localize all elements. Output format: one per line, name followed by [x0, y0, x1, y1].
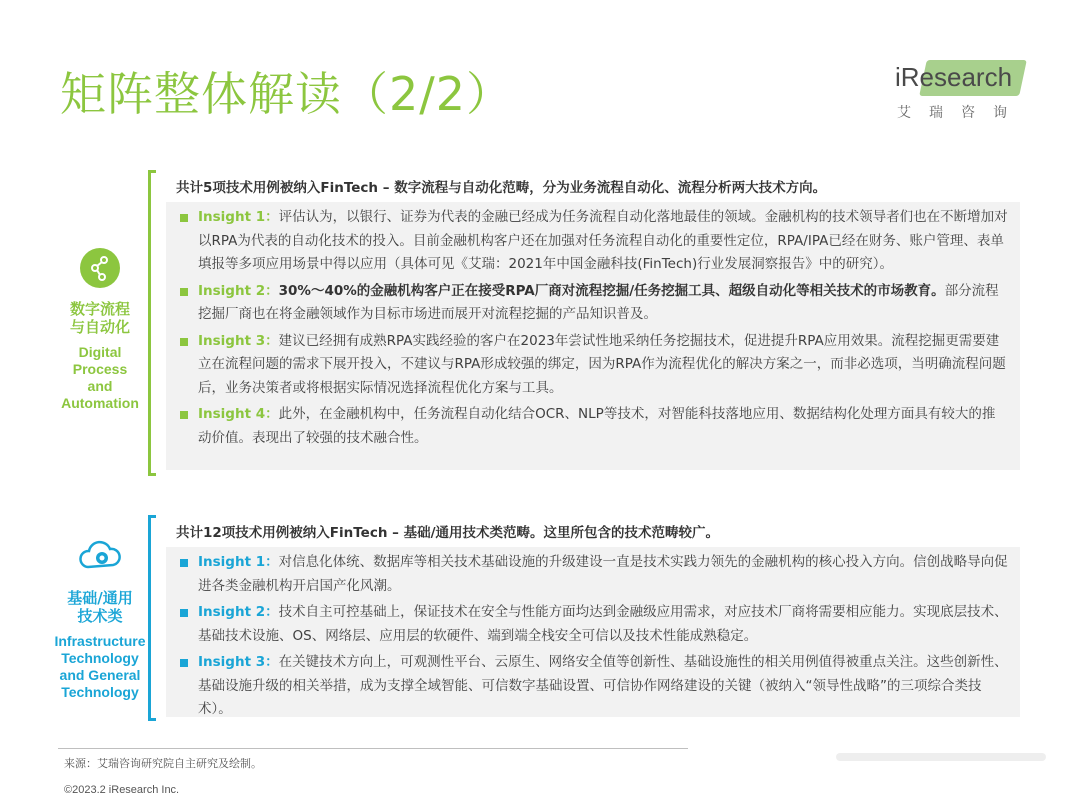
insight-item — [176, 206, 1008, 277]
square-bullet-icon — [180, 338, 188, 346]
logo-text: iResearch — [895, 62, 1013, 92]
section-bracket — [148, 515, 156, 721]
insight-box — [166, 547, 1020, 717]
page-title: 矩阵整体解读（2/2） — [60, 67, 514, 121]
insight-label: Insight 1： — [198, 209, 279, 225]
watermark-icon — [836, 745, 1046, 769]
square-bullet-icon — [180, 411, 188, 419]
insight-label: Insight 1： — [198, 554, 279, 570]
insight-label: Insight 4： — [198, 406, 279, 422]
insight-bold-text: 30%～40%的金融机构客户正在接受RPA厂商对流程挖掘/任务挖掘工具、超级自动化等相关技术的市场教育。 — [278, 282, 945, 299]
section-en-label: Technology — [61, 684, 139, 700]
section-en-label: Infrastructure — [54, 633, 146, 649]
section-en-label: and General — [59, 667, 141, 683]
insight-text: 对信息化体统、数据库等相关技术基础设施的升级建设一直是技术实践力领先的金融机构的核心投入方向。信创战略导向促进各类金融机构开启国产化风潮。 — [198, 554, 1008, 594]
insight-text: 在关键技术方向上，可观测性平台、云原生、网络安全值等创新性、基础设施性的相关用例值得被重点关注。这些创新性、基础设施升级的相关举措，成为支撑全域智能、可信数字基础设置、可信协作网络建设的关键（被纳入“领导性战略”的三项综合类技术）。 — [198, 654, 1008, 717]
insight-item — [176, 403, 1008, 450]
insight-item — [176, 601, 1008, 648]
square-bullet-icon — [180, 659, 188, 667]
logo-subtitle: 艾瑞咨询 — [897, 105, 1025, 121]
section-label — [40, 248, 160, 412]
section-en-label: Technology — [61, 650, 139, 666]
cloud-gear-icon — [78, 537, 122, 581]
iresearch-logo — [893, 58, 1033, 128]
insight-item — [176, 551, 1008, 598]
insight-text: 技术自主可控基础上，保证技术在安全与性能方面均达到金融级应用需求，对应技术厂商将需要相应能力。实现底层技术、基础技术设施、OS、网络层、应用层的软硬件、端到端全栈安全可信以及技术性能成熟稳定。 — [198, 604, 1008, 644]
section-heading: 共计5项技术用例被纳入FinTech – 数字流程与自动化范畴，分为业务流程自动化、流程分析两大技术方向。 — [176, 180, 827, 196]
square-bullet-icon — [180, 214, 188, 222]
insight-text: 建议已经拥有成熟RPA实践经验的客户在2023年尝试性地采纳任务挖掘技术，促进提升RPA应用效果。流程挖掘更需要建立在流程问题的需求下展开投入，不建议与RPA形成较强的绑定，因为RPA作为流程优化的解决方案之一，而非必选项，当明确流程问题后，业务决策者或将根据实际情况选择流程优化方案与工具。 — [198, 332, 1006, 396]
insight-text: 评估认为，以银行、证券为代表的金融已经成为任务流程自动化落地最佳的领域。金融机构的技术领导者们也在不断增加对以RPA为代表的自动化技术的投入。目前金融机构客户还在加强对任务流程自动化的重要性定位，RPA/IPA已经在财务、账户管理、表单填报等多项应用场景中得以应用（具体可见《艾瑞：2021年中国金融科技(FinTech)行业发展洞察报告》中的研究）。 — [198, 209, 1008, 272]
section-label — [40, 537, 160, 701]
section-heading: 共计12项技术用例被纳入FinTech – 基础/通用技术类范畴。这里所包含的技术范畴较广。 — [176, 525, 720, 541]
footer-divider — [58, 748, 688, 749]
square-bullet-icon — [180, 609, 188, 617]
section-en-label: Digital — [78, 344, 122, 360]
insight-item — [176, 330, 1008, 401]
insight-item — [176, 280, 1008, 327]
insight-text: 此外，在金融机构中，任务流程自动化结合OCR、NLP等技术，对智能科技落地应用、数据结构化处理方面具有较大的推动价值。表现出了较强的技术融合性。 — [198, 406, 996, 446]
flow-icon — [78, 248, 122, 292]
source-note: 来源：艾瑞咨询研究院自主研究及绘制。 — [64, 757, 262, 770]
square-bullet-icon — [180, 288, 188, 296]
section-bracket — [148, 170, 156, 476]
section-digital-process — [40, 170, 1040, 476]
section-cn-label-1: 基础/通用 — [67, 589, 133, 607]
section-infrastructure — [40, 515, 1040, 721]
insight-item — [176, 651, 1008, 722]
insight-label: Insight 3： — [198, 332, 279, 349]
insight-text: 部分流程挖掘厂商也在将金融领域作为目标市场进而展开对流程挖掘的产品知识普及。 — [198, 282, 999, 322]
insight-label: Insight 2： — [198, 282, 279, 299]
section-cn-label-2: 技术类 — [77, 607, 123, 625]
insight-box — [166, 202, 1020, 470]
section-en-label: Automation — [61, 395, 139, 411]
section-en-label: Process — [72, 361, 128, 377]
copyright: ©2023.2 iResearch Inc. — [64, 784, 180, 796]
section-cn-label-2: 与自动化 — [69, 318, 130, 336]
insight-label: Insight 2： — [198, 604, 279, 620]
square-bullet-icon — [180, 559, 188, 567]
section-en-label: and — [87, 378, 113, 394]
insight-label: Insight 3： — [198, 654, 279, 670]
section-cn-label-1: 数字流程 — [69, 300, 130, 318]
